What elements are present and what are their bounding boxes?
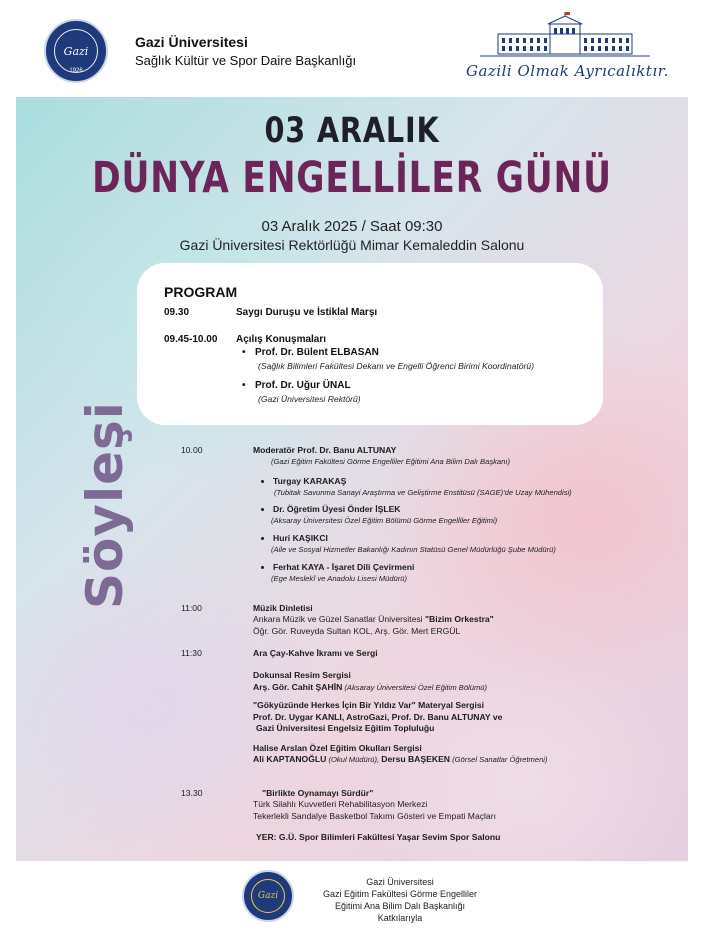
break-title: Ara Çay-Kahve İkramı ve Sergi <box>253 648 378 658</box>
exhibit-people: Prof. Dr. Uygar KANLI, AstroGazi, Prof. Dr. Banu ALTUNAY ve <box>253 712 503 722</box>
panelist-role: (Tubitak Savunma Sanayi Araştırma ve Geliştirme Enstitüsü (SAGE)'de Uzay Mühendisi) <box>274 488 572 497</box>
program-time: 09.45-10.00 <box>164 334 218 345</box>
panelist-name: Huri KAŞIKCI <box>273 533 328 543</box>
building-icon <box>480 12 650 60</box>
poster-title-date: 03 ARALIK <box>264 111 440 151</box>
final-line: Türk Silahlı Kuvvetleri Rehabilitasyon Merkezi <box>253 799 428 809</box>
exhibit-person-line <box>253 754 548 764</box>
seal-year: 1926 <box>69 68 83 74</box>
moderator-role: (Gazi Eğitim Fakültesi Görme Engelliler Eğitimi Ana Bilim Dalı Başkanı) <box>271 457 510 466</box>
footer-seal-text: Gazi <box>257 891 279 901</box>
footer-line: Gazi Üniversitesi <box>366 877 434 887</box>
exhibit-title: Halise Arslan Özel Eğitim Okulları Sergisi <box>253 743 422 753</box>
bullet-icon <box>261 480 264 483</box>
program-card <box>137 263 603 425</box>
bullet-icon: • <box>242 380 246 391</box>
exhibit-role: (Aksaray Üniversitesi Özel Eğitim Bölümü) <box>342 683 488 692</box>
poster-title-event: DÜNYA ENGELLİLER GÜNÜ <box>92 153 612 203</box>
music-performers: Öğr. Gör. Ruveyda Sultan KOL, Arş. Gör. Mert ERGÜL <box>253 626 461 636</box>
session-time: 13.30 <box>181 788 203 798</box>
bullet-icon <box>261 566 264 569</box>
exhibit-title: "Gökyüzünde Herkes İçin Bir Yıldız Var" Materyal Sergisi <box>253 700 485 710</box>
panelist-role: (Ege Meslekî ve Anadolu Lisesi Müdürü) <box>271 574 408 583</box>
bullet-icon <box>261 537 264 540</box>
exhibit-person: Dersu BAŞEKEN <box>381 754 451 764</box>
orchestra-name: "Bizim Orkestra" <box>424 614 494 624</box>
exhibit-person-line <box>253 682 487 692</box>
header <box>0 0 711 95</box>
program-heading: PROGRAM <box>164 284 238 300</box>
footer-line: Eğitimi Ana Bilim Dalı Başkanlığı <box>334 901 466 911</box>
panelist-name: Ferhat KAYA - İşaret Dili Çevirmeni <box>273 562 415 572</box>
panelist-role: (Aksaray Üniversitesi Özel Eğitim Bölümü Görme Engelliler Eğitimi) <box>271 516 498 525</box>
speaker-role: (Gazi Üniversitesi Rektörü) <box>258 394 361 404</box>
panelist-name: Dr. Öğretim Üyesi Önder İŞLEK <box>273 504 401 514</box>
department-name: Sağlık Kültür ve Spor Daire Başkanlığı <box>135 53 357 68</box>
session-time: 11:00 <box>181 603 202 613</box>
motto: Gazili Olmak Ayrıcalıktır. <box>466 62 669 80</box>
exhibit-person: Ali KAPTANOĞLU <box>253 754 327 764</box>
music-university: Ankara Müzik ve Güzel Sanatlar Üniversitesi <box>253 614 425 624</box>
bullet-icon <box>261 508 264 511</box>
exhibit-title: Dokunsal Resim Sergisi <box>253 670 351 680</box>
moderator-name: Moderatör Prof. Dr. Banu ALTUNAY <box>253 445 397 455</box>
program-item-label: Saygı Duruşu ve İstiklal Marşı <box>236 307 378 318</box>
final-line: Tekerlekli Sandalye Basketbol Takımı Gösteri ve Empati Maçları <box>253 811 496 821</box>
final-title: "Birlikte Oynamayı Sürdür" <box>262 788 374 798</box>
exhibit-person: Arş. Gör. Cahit ŞAHİN <box>253 682 343 692</box>
speaker-name: Prof. Dr. Uğur ÜNAL <box>255 380 351 391</box>
event-poster <box>16 97 688 861</box>
event-venue: Gazi Üniversitesi Rektörlüğü Mimar Kemaleddin Salonu <box>179 237 525 253</box>
vertical-title <box>76 401 136 613</box>
program-item-label: Açılış Konuşmaları <box>236 334 327 345</box>
event-location: YER: G.Ü. Spor Bilimleri Fakültesi Yaşar Sevim Spor Salonu <box>256 832 501 842</box>
footer-line: Gazi Eğitim Fakültesi Görme Engelliler <box>322 889 478 899</box>
vertical-title-text: Söyleşi <box>76 401 134 609</box>
footer-line: Katkılarıyla <box>377 913 423 923</box>
music-line <box>253 614 494 624</box>
session-time: 11:30 <box>181 648 202 658</box>
faculty-seal-icon <box>242 870 294 922</box>
university-name: Gazi Üniversitesi <box>135 34 248 50</box>
seal-text: Gazi <box>63 44 89 58</box>
event-date-time: 03 Aralık 2025 / Saat 09:30 <box>261 218 443 235</box>
university-seal-icon <box>44 19 108 83</box>
panelist-role: (Aile ve Sosyal Hizmetler Bakanlığı Kadının Statüsü Genel Müdürlüğü Şube Müdürü) <box>271 545 556 554</box>
speaker-name: Prof. Dr. Bülent ELBASAN <box>255 347 379 358</box>
exhibit-role: (Okul Müdürü), <box>326 755 382 764</box>
exhibit-people: Gazi Üniversitesi Engelsiz Eğitim Topluluğu <box>256 723 435 733</box>
bullet-icon: • <box>242 347 246 358</box>
session-time: 10.00 <box>181 445 203 455</box>
exhibit-role: (Görsel Sanatlar Öğretmeni) <box>450 755 548 764</box>
panelist-name: Turgay KARAKAŞ <box>273 476 347 486</box>
speaker-role: (Sağlık Bilimleri Fakültesi Dekanı ve Engelli Öğrenci Birimi Koordinatörü) <box>258 361 535 371</box>
program-time: 09.30 <box>164 307 190 318</box>
music-title: Müzik Dinletisi <box>253 603 313 613</box>
